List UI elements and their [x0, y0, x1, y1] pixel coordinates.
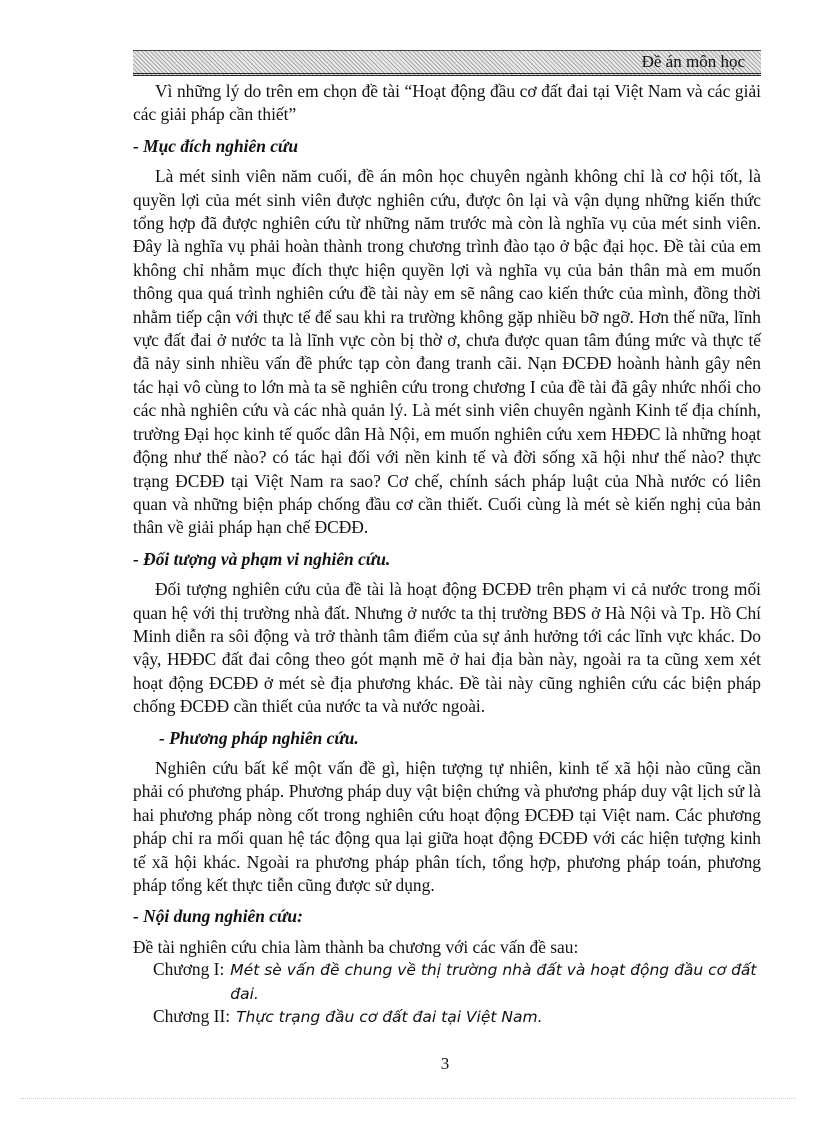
running-header [133, 50, 761, 76]
chapter-label: Chương I: [153, 959, 225, 980]
chapter-item [133, 959, 761, 1006]
chapter-label: Chương II: [153, 1006, 231, 1027]
page-number: 3 [440, 1054, 450, 1073]
content-lead: Đề tài nghiên cứu chia làm thành ba chương với các vấn đề sau: [133, 936, 579, 957]
heading-content: - Nội dung nghiên cứu: [133, 906, 303, 927]
chapter-item [133, 1006, 761, 1029]
chapter-title: Thực trạng đầu cơ đất đai tại Việt Nam. [236, 1008, 543, 1027]
intro-paragraph: Vì những lý do trên em chọn đề tài “Hoạt động đầu cơ đất đai tại Việt Nam và các giải các giải pháp cần thiết” [133, 81, 761, 125]
scope-paragraph: Đối tượng nghiên cứu của đề tài là hoạt động ĐCĐĐ trên phạm vi cả nước trong mối quan hệ với thị trường nhà đất. Nhưng ở nước ta thị trường BĐS ở Hà Nội và Tp. Hồ Chí Minh diễn ra sôi động và trở thành tâm điểm của sự ảnh hưởng tới các lĩnh vực khác. Do vậy, HĐĐC đất đai công theo gót mạnh mẽ ở hai địa bàn này, ngoài ra ta cũng xem xét hoạt động ĐCĐĐ ở mét sè địa phương khác. Đề tài này cũng nghiên cứu các biện pháp chống ĐCĐĐ cần thiết của nước ta và nước ngoài. [133, 579, 761, 717]
purpose-paragraph: Là mét sinh viên năm cuối, đề án môn học chuyên ngành không chỉ là cơ hội tốt, là quyền lợi của mét sinh viên được nghiên cứu, được ôn lại và vận dụng những kiến thức tổng hợp đã được nghiên cứu từ những năm trước mà còn là nghĩa vụ của mét sinh viên. Đây là nghĩa vụ phải hoàn thành trong chương trình đào tạo ở bậc đại học. Đề tài của em không chỉ nhằm mục đích thực hiện quyền lợi và nghĩa vụ của bản thân mà em muốn thông qua quá trình nghiên cứu đề tài này em sẽ nâng cao kiến thức của mình, đồng thời nhằm tiếp cận với thực tế để sau khi ra trường không gặp nhiều bỡ ngỡ. Hơn thế nữa, lĩnh vực đất đai ở nước ta là lĩnh vực còn bị thờ ơ, chưa được quan tâm đúng mức và thực tế đã nảy sinh nhiều vấn đề phức tạp còn đang tranh cãi. Nạn ĐCĐĐ hoành hành gây nên tác hại vô cùng to lớn mà ta sẽ nghiên cứu trong chương I của đề tài đã gây nhức nhối cho các nhà nghiên cứu và các nhà quản lý. Là mét sinh viên chuyên ngành Kinh tế địa chính, trường Đại học kinh tế quốc dân Hà Nội, em muốn nghiên cứu xem HĐĐC là những hoạt động như thế nào? có tác hại đối với nền kinh tế và đời sống xã hội như thế nào? thực trạng ĐCĐĐ tại Việt Nam ra sao? Cơ chế, chính sách pháp luật của Nhà nước có liên quan và những biện pháp chống đầu cơ cần thiết. Cuối cùng là mét sè kiến nghị của bản thân về giải pháp hạn chế ĐCĐĐ. [133, 166, 761, 538]
header-title: Đề án môn học [641, 52, 745, 71]
chapter-title: Mét sè vấn đề chung về thị trường nhà đất và hoạt động đầu cơ đất đai. [230, 961, 757, 1003]
heading-scope: - Đối tượng và phạm vi nghiên cứu. [133, 548, 391, 569]
heading-method: - Phương pháp nghiên cứu. [159, 727, 359, 748]
method-paragraph: Nghiên cứu bất kể một vấn đề gì, hiện tượng tự nhiên, kinh tế xã hội nào cũng cần phải có phương pháp. Phương pháp duy vật biện chứng và phương pháp duy vật lịch sử là hai phương pháp nòng cốt trong nghiên cứu hoạt động ĐCĐĐ tại Việt nam. Các phương pháp chỉ ra mối quan hệ tác động qua lại giữa hoạt động ĐCĐĐ với các hiện tượng kinh tế xã hội khác. Ngoài ra phương pháp phân tích, tổng hợp, phương pháp toán, phương pháp tổng kết thực tiễn cũng được sử dụng. [133, 757, 761, 895]
page-bottom-divider [20, 1098, 796, 1099]
heading-purpose: - Mục đích nghiên cứu [133, 135, 299, 156]
document-body [133, 80, 761, 1029]
